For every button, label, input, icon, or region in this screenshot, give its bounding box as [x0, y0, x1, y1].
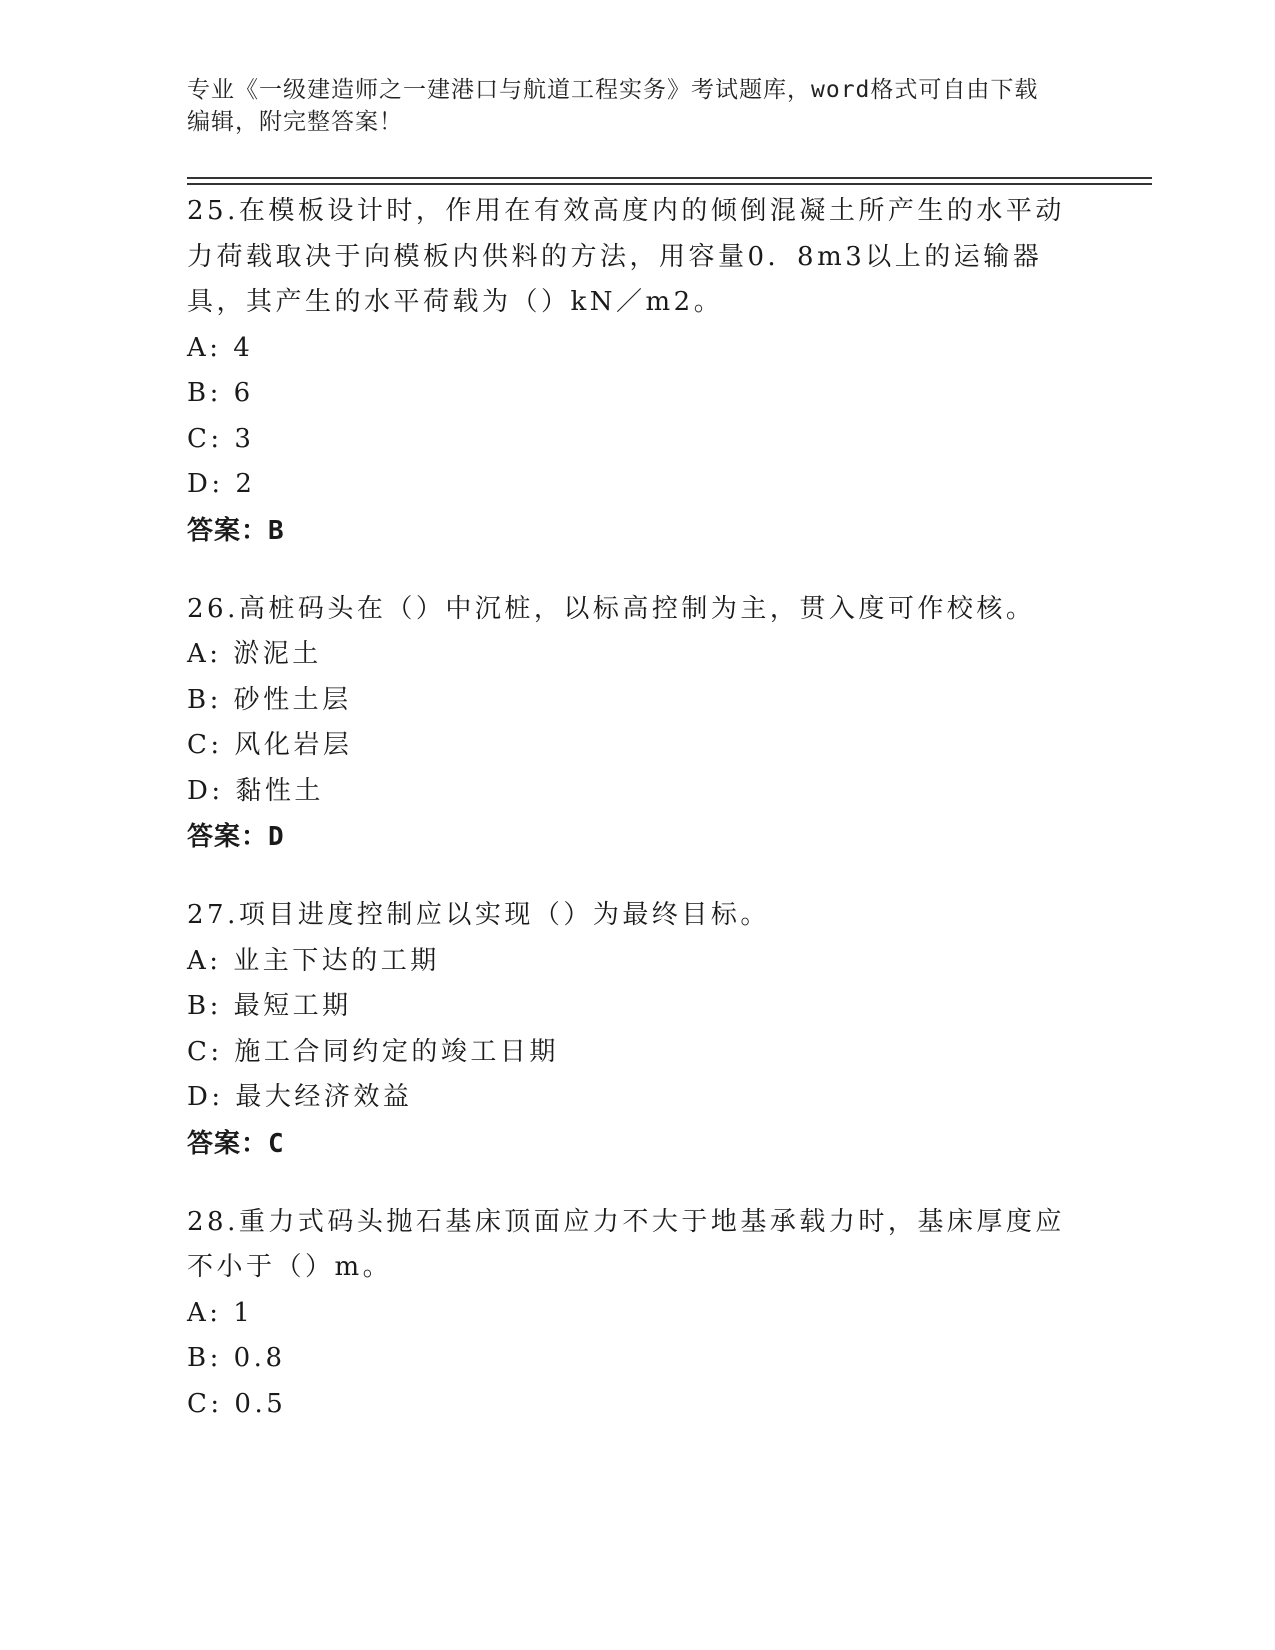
option-d: D: 最大经济效益: [187, 1082, 413, 1112]
option-list: [187, 326, 1087, 508]
answer-value: D: [268, 822, 285, 852]
question-stem: 27.项目进度控制应以实现（）为最终目标。: [187, 900, 770, 930]
header-line-1: 专业《一级建造师之一建港口与航道工程实务》考试题库，word格式可自由下载: [187, 77, 1039, 103]
option-a: A: 4: [187, 332, 254, 363]
header-rule-bottom: [187, 183, 1152, 185]
option-d: D: 2: [187, 469, 256, 499]
option-c: C: 风化岩层: [187, 730, 353, 760]
option-list: [187, 939, 1087, 1121]
answer-value: B: [268, 515, 285, 546]
option-a: A: 1: [187, 1297, 254, 1328]
option-b: B: 最短工期: [187, 991, 352, 1021]
answer-label: 答案：: [187, 515, 269, 546]
option-a: A: 淤泥土: [187, 639, 322, 669]
option-b: B: 0.8: [187, 1343, 286, 1373]
option-b: B: 砂性土层: [187, 684, 352, 715]
answer-label: 答案：: [187, 822, 269, 852]
option-b: B: 6: [187, 378, 254, 408]
option-list: [187, 632, 1087, 814]
document-header: [187, 74, 1067, 138]
question-27: [187, 893, 1087, 1167]
header-rule-top: [187, 177, 1152, 179]
question-stem: 28.重力式码头抛石基床顶面应力不大于地基承载力时，基床厚度应不小于（）m。: [187, 1206, 1065, 1282]
question-stem: 26.高桩码头在（）中沉桩，以标高控制为主，贯入度可作校核。: [187, 593, 1036, 624]
answer-line: [187, 508, 1087, 554]
option-c: C: 3: [187, 423, 255, 454]
option-list: [187, 1291, 1087, 1428]
question-25: [187, 189, 1087, 554]
question-stem: 25.在模板设计时，作用在有效高度内的倾倒混凝土所产生的水平动力荷载取决于向模板内供料的方法，用容量0．8m3以上的运输器具，其产生的水平荷载为（）kN／m2。: [187, 196, 1065, 317]
question-26: [187, 587, 1087, 861]
question-list: [187, 189, 1087, 1460]
answer-line: [187, 814, 1087, 860]
option-d: D: 黏性土: [187, 775, 324, 806]
answer-label: 答案：: [187, 1128, 269, 1159]
answer-line: [187, 1121, 1087, 1167]
option-a: A: 业主下达的工期: [187, 945, 440, 976]
answer-value: C: [268, 1128, 285, 1159]
option-c: C: 施工合同约定的竣工日期: [187, 1036, 559, 1067]
option-c: C: 0.5: [187, 1388, 287, 1419]
header-line-2: 编辑，附完整答案！: [187, 109, 403, 135]
question-28: [187, 1200, 1087, 1428]
